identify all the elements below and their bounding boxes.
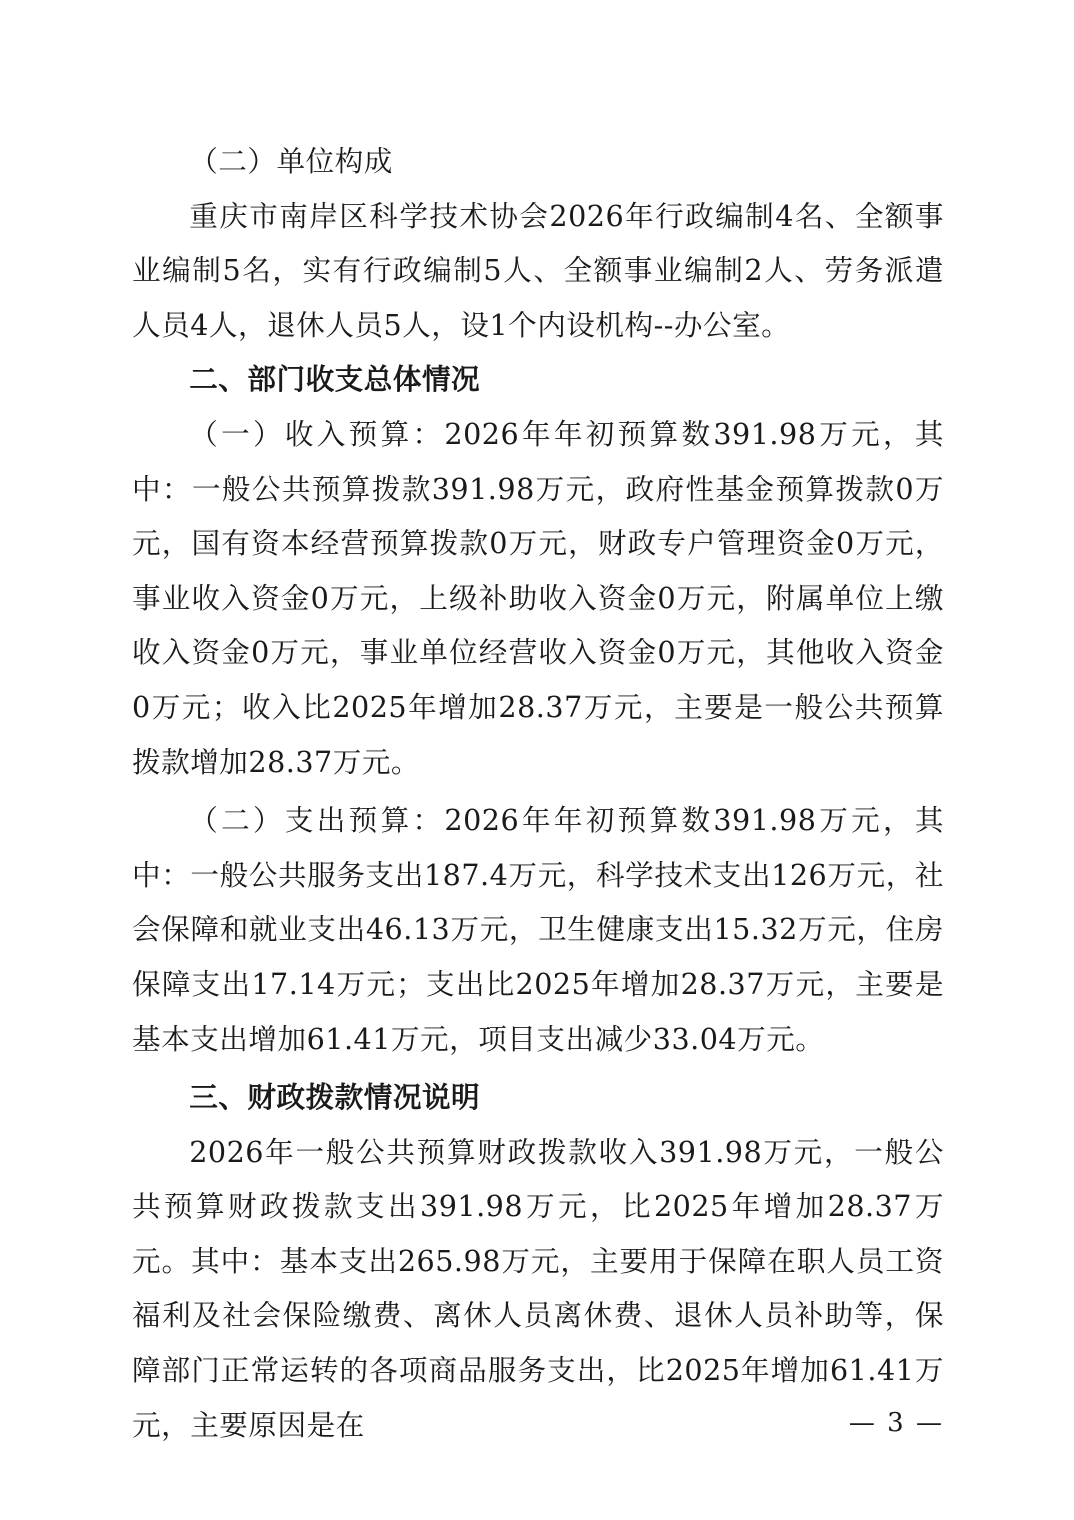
unit-composition-heading: （二）单位构成	[189, 144, 393, 178]
document-page	[132, 134, 944, 1452]
page-number: — 3 —	[848, 1408, 944, 1438]
unit-composition-paragraph: 重庆市南岸区科学技术协会2026年行政编制4名、全额事业编制5名，实有行政编制5人、全额事业编制2人、劳务派遣人员4人，退休人员5人，设1个内设机构--办公室。	[132, 198, 944, 342]
section-two-heading: 二、部门收支总体情况	[189, 362, 481, 397]
section-three-heading: 三、财政拨款情况说明	[189, 1080, 481, 1115]
expense-budget-paragraph: （二）支出预算：2026年年初预算数391.98万元，其中：一般公共服务支出187.4万元，科学技术支出126万元，社会保障和就业支出46.13万元，卫生健康支出15.32万元，住房保障支出17.14万元；支出比2025年增加28.37万元，主要是基本支出增加61.41万元，项目支出减少33.04万元。	[132, 803, 944, 1056]
income-budget-paragraph: （一）收入预算：2026年年初预算数391.98万元，其中：一般公共预算拨款391.98万元，政府性基金预算拨款0万元，国有资本经营预算拨款0万元，财政专户管理资金0万元，事业收入资金0万元，上级补助收入资金0万元，附属单位上缴收入资金0万元，事业单位经营收入资金0万元，其他收入资金0万元；收入比2025年增加28.37万元，主要是一般公共预算拨款增加28.37万元。	[132, 416, 944, 779]
fiscal-appropriation-paragraph: 2026年一般公共预算财政拨款收入391.98万元，一般公共预算财政拨款支出391.98万元，比2025年增加28.37万元。其中：基本支出265.98万元，主要用于保障在职人员工资福利及社会保险缴费、离休人员离休费、退休人员补助等，保障部门正常运转的各项商品服务支出，比2025年增加61.41万元，主要原因是在	[132, 1134, 944, 1442]
